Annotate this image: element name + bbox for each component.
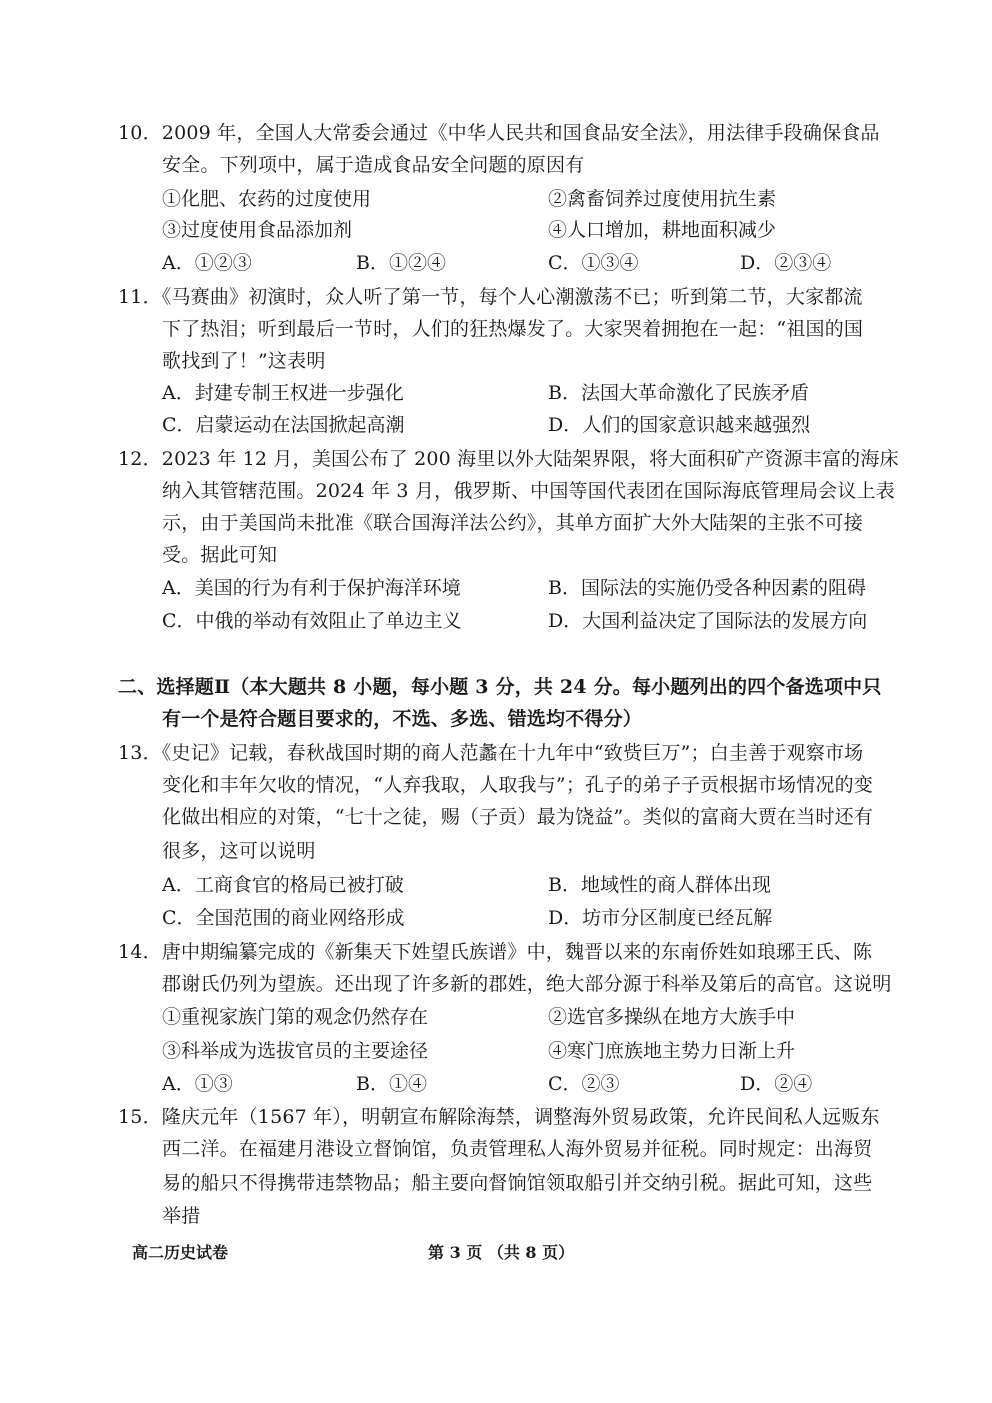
answer-choice-b: B．①②④ — [356, 252, 446, 274]
answer-choice-c: C．全国范围的商业网络形成 — [162, 907, 405, 929]
statement-item: ①重视家族门第的观念仍然存在 — [162, 1006, 429, 1028]
answer-choice-b: B．法国大革命激化了民族矛盾 — [548, 382, 809, 404]
statement-item: ②禽畜饲养过度使用抗生素 — [548, 188, 777, 210]
answer-choice-c: C．②③ — [548, 1073, 620, 1095]
statement-item: ④人口增加，耕地面积减少 — [548, 219, 777, 241]
answer-choice-c: C．①③④ — [548, 252, 639, 274]
question-text: 受。据此可知 — [162, 544, 278, 566]
footer-page-number: 第 3 页 （共 8 页） — [428, 1243, 575, 1262]
question-text: 13．《史记》记载，春秋战国时期的商人范蠡在十九年中“致赀巨万”；白圭善于观察市场 — [118, 742, 864, 764]
statement-item: ④寒门庶族地主势力日渐上升 — [548, 1040, 796, 1062]
question-text: 歌找到了！”这表明 — [162, 350, 326, 372]
footer-exam-title: 高二历史试卷 — [132, 1243, 229, 1262]
question-text: 15．隆庆元年（1567 年），明朝宣布解除海禁，调整海外贸易政策，允许民间私人远贩东 — [118, 1106, 880, 1128]
section-instructions: 有一个是符合题目要求的，不选、多选、错选均不得分） — [162, 708, 643, 730]
question-text: 纳入其管辖范围。2024 年 3 月，俄罗斯、中国等国代表团在国际海底管理局会议上表 — [162, 480, 895, 502]
question-text: 10．2009 年，全国人大常委会通过《中华人民共和国食品安全法》，用法律手段确保食品 — [118, 122, 880, 144]
answer-choice-d: D．人们的国家意识越来越强烈 — [548, 414, 811, 436]
question-text: 安全。下列项中，属于造成食品安全问题的原因有 — [162, 154, 585, 176]
answer-choice-d: D．大国利益决定了国际法的发展方向 — [548, 610, 868, 632]
answer-choice-b: B．地域性的商人群体出现 — [548, 874, 771, 896]
question-text: 变化和丰年欠收的情况，“人弃我取，人取我与”；孔子的弟子子贡根据市场情况的变 — [162, 774, 874, 796]
question-text: 举措 — [162, 1205, 201, 1227]
question-text: 示，由于美国尚未批准《联合国海洋法公约》，其单方面扩大外大陆架的主张不可接 — [162, 512, 863, 534]
answer-choice-b: B．国际法的实施仍受各种因素的阻碍 — [548, 577, 866, 599]
question-text: 11．《马赛曲》初演时，众人听了第一节，每个人心潮激荡不已；听到第二节，大家都流 — [118, 286, 863, 308]
answer-choice-c: C．中俄的举动有效阻止了单边主义 — [162, 610, 462, 632]
statement-item: ②选官多操纵在地方大族手中 — [548, 1006, 796, 1028]
statement-item: ①化肥、农药的过度使用 — [162, 188, 372, 210]
question-text: 很多，这可以说明 — [162, 840, 316, 862]
question-text: 郡谢氏仍列为望族。还出现了许多新的郡姓，绝大部分源于科举及第后的高官。这说明 — [162, 973, 892, 995]
question-text: 14．唐中期编纂完成的《新集天下姓望氏族谱》中，魏晋以来的东南侨姓如琅琊王氏、陈 — [118, 941, 873, 963]
question-text: 化做出相应的对策，“七十之徒，赐（子贡）最为饶益”。类似的富商大贾在当时还有 — [162, 806, 874, 828]
answer-choice-c: C．启蒙运动在法国掀起高潮 — [162, 414, 405, 436]
answer-choice-a: A．封建专制王权进一步强化 — [162, 382, 404, 404]
question-text: 12．2023 年 12 月，美国公布了 200 海里以外大陆架界限，将大面积矿产资源丰富的海床 — [118, 448, 899, 470]
answer-choice-a: A．工商食官的格局已被打破 — [162, 874, 404, 896]
answer-choice-d: D．②④ — [740, 1073, 813, 1095]
question-text: 易的船只不得携带违禁物品；船主要向督饷馆领取船引并交纳引税。据此可知，这些 — [162, 1172, 873, 1194]
question-text: 下了热泪；听到最后一节时，人们的狂热爆发了。大家哭着拥抱在一起：“祖国的国 — [162, 318, 864, 340]
statement-item: ③科举成为选拔官员的主要途径 — [162, 1040, 429, 1062]
answer-choice-a: A．美国的行为有利于保护海洋环境 — [162, 577, 461, 599]
section-title: 二、选择题Ⅱ（本大题共 8 小题，每小题 3 分，共 24 分。每小题列出的四个备选项中只 — [118, 676, 882, 698]
answer-choice-a: A．①③ — [162, 1073, 233, 1095]
answer-choice-d: D．坊市分区制度已经瓦解 — [548, 907, 773, 929]
answer-choice-a: A．①②③ — [162, 252, 252, 274]
answer-choice-b: B．①④ — [356, 1073, 427, 1095]
question-text: 西二洋。在福建月港设立督饷馆，负责管理私人海外贸易并征税。同时规定：出海贸 — [162, 1138, 873, 1160]
statement-item: ③过度使用食品添加剂 — [162, 219, 353, 241]
answer-choice-d: D．②③④ — [740, 252, 832, 274]
